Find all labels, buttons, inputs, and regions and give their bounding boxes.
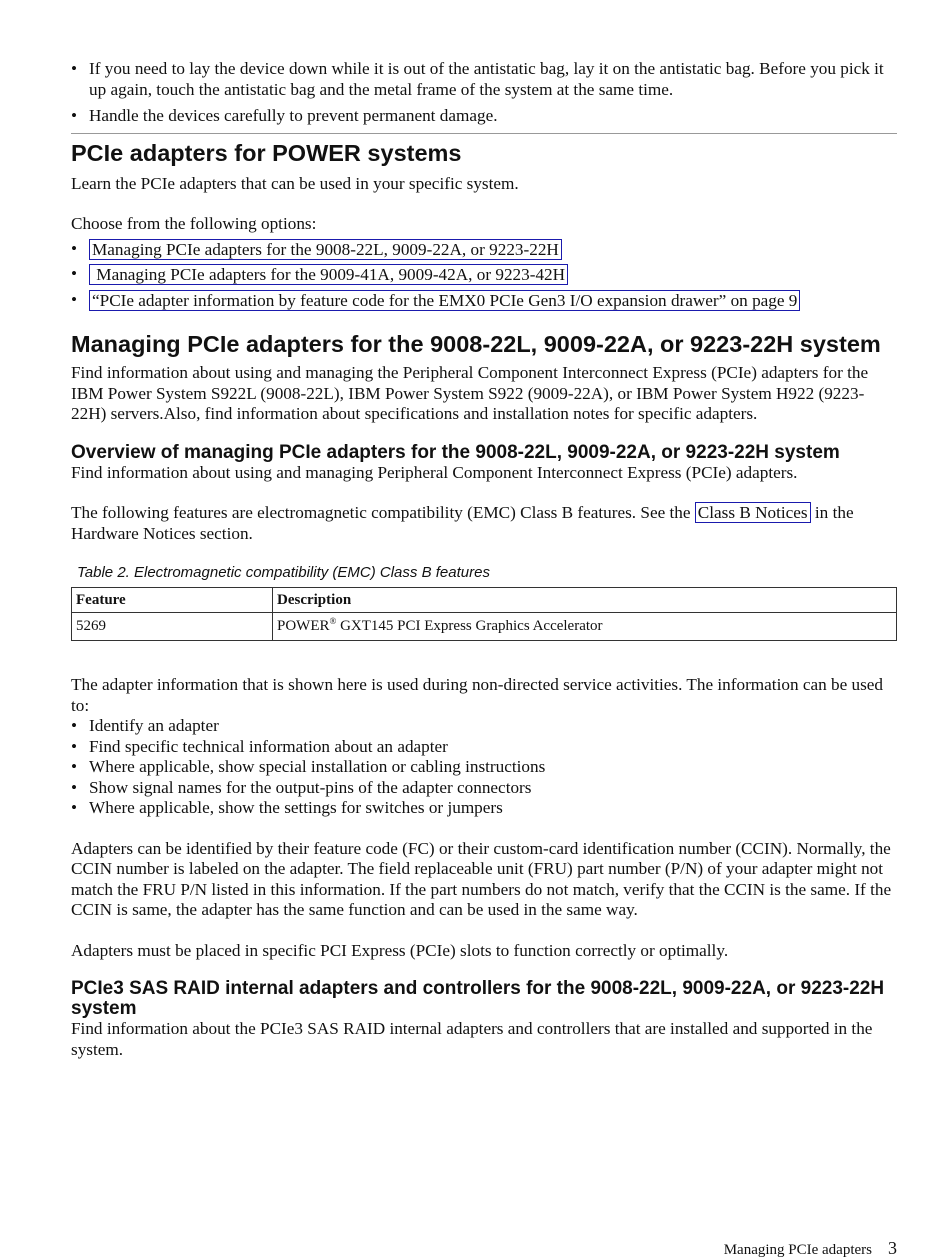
link-managing-22-systems[interactable]: Managing PCIe adapters for the 9008-22L, 9009-22A, or 9223-22H	[89, 239, 562, 260]
options-list	[71, 239, 897, 312]
table-cell-feature: 5269	[72, 613, 273, 641]
section-intro: Learn the PCIe adapters that can be used in your specific system.	[71, 173, 519, 193]
option-item	[71, 290, 897, 312]
list-item: • Find specific technical information about an adapter	[71, 737, 897, 758]
section-body: Find information about the PCIe3 SAS RAID internal adapters and controllers that are installed and supported in the system.	[71, 1019, 873, 1059]
section-body: Find information about using and managing the Peripheral Component Interconnect Express (PCIe) adapters for the IBM Power System S922L (9008-22L), IBM Power System S922 (9009-22A), or IBM Power System H922 (9223-22H) servers.Also, find information about specifications and installation notes for specific adapters.	[71, 363, 869, 423]
adapter-info-paragraph: The adapter information that is shown here is used during non-directed service activities. The information can be used to:	[71, 675, 884, 715]
section-title-overview: Overview of managing PCIe adapters for the 9008-22L, 9009-22A, or 9223-22H system	[71, 441, 840, 463]
list-item: • Where applicable, show the settings for switches or jumpers	[71, 798, 897, 819]
table-header: Feature	[72, 588, 273, 613]
list-item: • Show signal names for the output-pins of the adapter connectors	[71, 778, 897, 799]
table-header: Description	[273, 588, 897, 613]
registered-mark: ®	[329, 616, 337, 626]
link-managing-42-systems[interactable]: Managing PCIe adapters for the 9009-41A, 9009-42A, or 9223-42H	[89, 264, 568, 285]
list-item: • Where applicable, show special installation or cabling instructions	[71, 757, 897, 778]
table-caption: Table 2. Electromagnetic compatibility (EMC) Class B features	[77, 564, 490, 581]
section-divider	[71, 133, 897, 134]
section-title-sas-raid: PCIe3 SAS RAID internal adapters and controllers for the 9008-22L, 9009-22A, or 9223-22H system	[71, 978, 885, 1019]
page-number: 3	[888, 1238, 897, 1258]
section-title-pcie-adapters: PCIe adapters for POWER systems	[71, 139, 462, 166]
placement-paragraph: Adapters must be placed in specific PCI Express (PCIe) slots to function correctly or optimally.	[71, 940, 729, 960]
desc-text: GXT145 PCI Express Graphics Accelerator	[336, 618, 603, 634]
link-class-b-notices[interactable]: Class B Notices	[695, 502, 811, 523]
table-row	[72, 613, 897, 641]
table-header-row	[72, 588, 897, 613]
list-item: • If you need to lay the device down while it is out of the antistatic bag, lay it on the antistatic bag. Before you pick it up again, touch the antistatic bag and the metal frame of the system at the same time.	[71, 59, 897, 100]
list-item: • Identify an adapter	[71, 716, 897, 737]
uses-list	[71, 716, 897, 819]
option-item	[71, 264, 897, 286]
document-page	[71, 59, 897, 1060]
options-lead: Choose from the following options:	[71, 214, 317, 233]
emc-paragraph	[71, 503, 897, 544]
link-emx0-expansion-drawer[interactable]: “PCIe adapter information by feature code for the EMX0 PCIe Gen3 I/O expansion drawer” on page 9	[89, 290, 800, 311]
list-item: • Handle the devices carefully to prevent permanent damage.	[71, 106, 897, 127]
section-body: Find information about using and managing Peripheral Component Interconnect Express (PCIe) adapters.	[71, 462, 798, 482]
section-title-managing-22: Managing PCIe adapters for the 9008-22L, 9009-22A, or 9223-22H system	[71, 331, 881, 357]
emc-text-before: The following features are electromagnetic compatibility (EMC) Class B features. See the	[71, 503, 695, 522]
desc-text: POWER	[277, 618, 330, 634]
option-item	[71, 239, 897, 261]
handling-bullets	[71, 59, 897, 127]
emc-text-after: in the Hardware Notices section.	[71, 503, 854, 543]
footer-label: Managing PCIe adapters	[723, 1242, 872, 1258]
identification-paragraph: Adapters can be identified by their feature code (FC) or their custom-card identification number (CCIN). Normally, the CCIN number is labeled on the adapter. The field replaceable unit (FRU) part number (P/N) of your adapter might not match the FRU P/N listed in this information. If the part numbers do not match, verify that the CCIN is the same. If the CCIN is same, the adapter has the same function and can be used in the same way.	[71, 838, 892, 919]
page-footer	[0, 1238, 897, 1259]
table-cell-description	[273, 613, 897, 641]
emc-features-table	[71, 587, 897, 641]
